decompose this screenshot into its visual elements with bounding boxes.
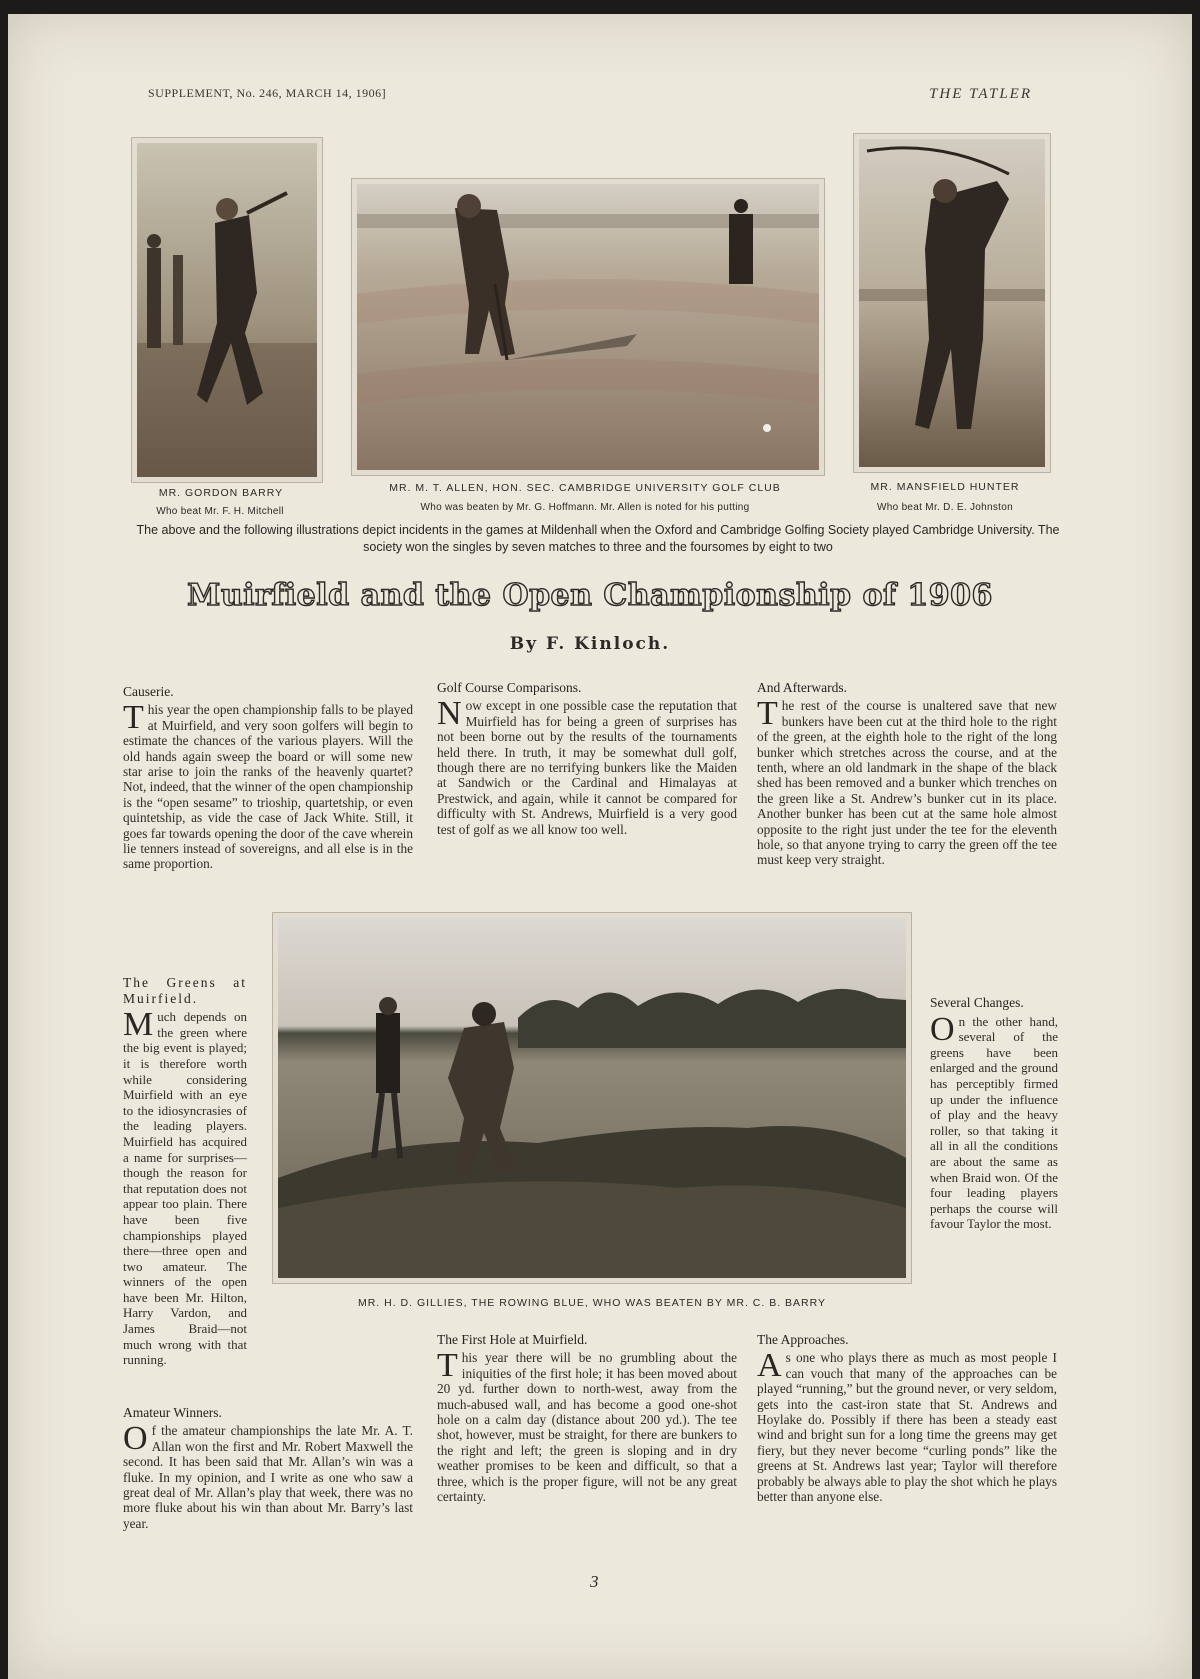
heading-greens: The Greens at Muirfield. bbox=[123, 975, 247, 1006]
paragraph-amateur bbox=[123, 1420, 413, 1531]
heading-afterwards: And Afterwards. bbox=[757, 680, 847, 695]
text-greens: uch depends on the green where the big event is played; it is therefore worth while considering Muirfield with an eye to the idiosyncrasies of the leading players. Muirfield has acquired a name for surprises—though the reason for that reputation does not appear too plain. There have been five championships played there—three open and two amateur. The winners of the open have been Mr. Hilton, Harry Vardon, and James Braid—not much wrong with that running. bbox=[123, 1009, 247, 1368]
text-first-hole: his year there will be no grumbling about the iniquities of the first hole; it has been moved about 20 yd. further down to north-west, away from the much-abused wall, and has become a good one-shot hole on a calm day (distance about 200 yd.). The tee shot, however, must be straight, for there are bunkers to the right and left; the green is sloping and in dry weather promises to be keen and difficult, so that a three, which is the proper figure, will not be any great certainty. bbox=[437, 1350, 737, 1505]
heading-comparisons: Golf Course Comparisons. bbox=[437, 680, 582, 695]
paragraph-approaches bbox=[757, 1347, 1057, 1505]
column-2 bbox=[437, 680, 737, 837]
heading-first-hole: The First Hole at Muirfield. bbox=[437, 1332, 588, 1347]
caption-hunter-name: MR. MANSFIELD HUNTER bbox=[870, 481, 1020, 493]
article-title: Muirfield and the Open Championship of 1906 bbox=[187, 578, 993, 613]
caption-gillies: MR. H. D. GILLIES, THE ROWING BLUE, WHO WAS BEATEN BY MR. C. B. BARRY bbox=[357, 1297, 827, 1309]
caption-barry-sub: Who beat Mr. F. H. Mitchell bbox=[156, 506, 284, 517]
paragraph-changes bbox=[930, 1010, 1058, 1232]
caption-barry-name: MR. GORDON BARRY bbox=[158, 487, 284, 499]
caption-hunter-sub: Who beat Mr. D. E. Johnston bbox=[877, 502, 1013, 513]
drop-cap: O bbox=[930, 1010, 955, 1048]
paragraph-afterwards bbox=[757, 695, 1057, 868]
drop-cap: T bbox=[757, 695, 778, 733]
text-afterwards: he rest of the course is unaltered save that new bunkers have been cut at the third hole to the right of the green, at the eighth hole to the right of the long bunker which stretches across the course, and at the tenth, where an old landmark in the shape of the black shed has been removed and a bunker which trenches on the green like a St. Andrew’s bunker cut in its place. Another bunker has been cut at the same hole almost opposite to the right just under the tee for the eleventh hole, so that anyone trying to carry the green off the tee must keep very straight. bbox=[757, 698, 1057, 868]
drop-cap: N bbox=[437, 695, 462, 733]
column-1 bbox=[123, 684, 413, 872]
heading-amateur: Amateur Winners. bbox=[123, 1405, 222, 1420]
column-1-narrow bbox=[123, 975, 247, 1368]
drop-cap: A bbox=[757, 1347, 782, 1385]
column-3-bottom bbox=[757, 1332, 1057, 1504]
intro-caption: The above and the following illustrations depict incidents in the games at Mildenhall when the Oxford and Cambridge Golfing Society played Cambridge University. The society won the singles by seven matches to three and the foursomes by eight to two bbox=[136, 523, 1060, 554]
column-3 bbox=[757, 680, 1057, 868]
drop-cap: O bbox=[123, 1420, 148, 1458]
column-2-bottom bbox=[437, 1332, 737, 1504]
text-changes: n the other hand, several of the greens have been enlarged and the ground has perceptibly firmed up under the influence of play and the heavy roller, so that taking it all in all the conditions are about the same as when Braid won. Of the four leading players perhaps the course will favour Taylor the most. bbox=[930, 1013, 1058, 1232]
caption-allen-sub: Who was beaten by Mr. G. Hoffmann. Mr. Allen is noted for his putting bbox=[420, 502, 750, 513]
heading-changes: Several Changes. bbox=[930, 995, 1024, 1010]
photo-mansfield-hunter bbox=[853, 133, 1051, 473]
photo-mt-allen bbox=[351, 178, 825, 476]
publication-title: THE TATLER bbox=[929, 86, 1032, 102]
paragraph-first-hole bbox=[437, 1347, 737, 1505]
photo-hd-gillies bbox=[272, 912, 912, 1284]
paragraph-causerie bbox=[123, 699, 413, 872]
paragraph-greens bbox=[123, 1006, 247, 1368]
caption-allen-name: MR. M. T. ALLEN, HON. SEC. CAMBRIDGE UNIVERSITY GOLF CLUB bbox=[389, 482, 781, 494]
text-amateur: f the amateur championships the late Mr. A. T. Allan won the first and Mr. Robert Maxwell the second. It has been said that Mr. Allan’s win was a fluke. In my opinion, and I write as one who saw a great deal of Mr. Allan’s play that week, there was no more fluke about his win than about Mr. Barry’s last year. bbox=[123, 1423, 413, 1531]
article-byline: By F. Kinloch. bbox=[509, 634, 671, 654]
text-approaches: s one who plays there as much as most people I can vouch that many of the approaches can be played “running,” but the ground never, or very seldom, gets into the cast-iron state that St. Andrews and Hoylake do. Possibly if there has been a steady east wind and bright sun for a long time the greens may get fiery, but they never become “curling ponds” like the greens at St. Andrews last year; Taylor will therefore probably be always able to play the shot which he plays better than anyone else. bbox=[757, 1350, 1057, 1505]
issue-line: SUPPLEMENT, No. 246, MARCH 14, 1906] bbox=[148, 86, 387, 100]
photo-gordon-barry bbox=[131, 137, 323, 483]
text-comparisons: ow except in one possible case the reputation that Muirfield has for being a green of surprises has not been borne out by the results of the tournaments held there. In truth, it may be somewhat dull golf, though there are no terrifying bunkers like the Maiden at Sandwich or the Cardinal and Himalayas at Prestwick, and again, while it cannot be compared for difficulty with St. Andrews, Muirfield is a very good test of golf as we all know too well. bbox=[437, 698, 737, 837]
column-3-narrow bbox=[930, 995, 1058, 1232]
column-1-bottom bbox=[123, 1405, 413, 1531]
drop-cap: M bbox=[123, 1006, 154, 1044]
paragraph-comparisons bbox=[437, 695, 737, 837]
page-number: 3 bbox=[590, 1572, 599, 1591]
drop-cap: T bbox=[437, 1347, 458, 1385]
heading-causerie: Causerie. bbox=[123, 684, 174, 699]
drop-cap: T bbox=[123, 699, 144, 737]
heading-approaches: The Approaches. bbox=[757, 1332, 849, 1347]
text-causerie: his year the open championship falls to be played at Muirfield, and very soon golfers will begin to estimate the chances of the various players. Will the old hands again sweep the board or will some new star arise to join the ranks of the heavenly quartet? Not, indeed, that the winner of the open championship is the “open sesame” to trioship, quartetship, or even quintetship, as vide the case of Jack White. Still, it goes far towards opening the door of the cave wherein lie tenners instead of sovereigns, and all else is in the same proportion. bbox=[123, 702, 413, 872]
